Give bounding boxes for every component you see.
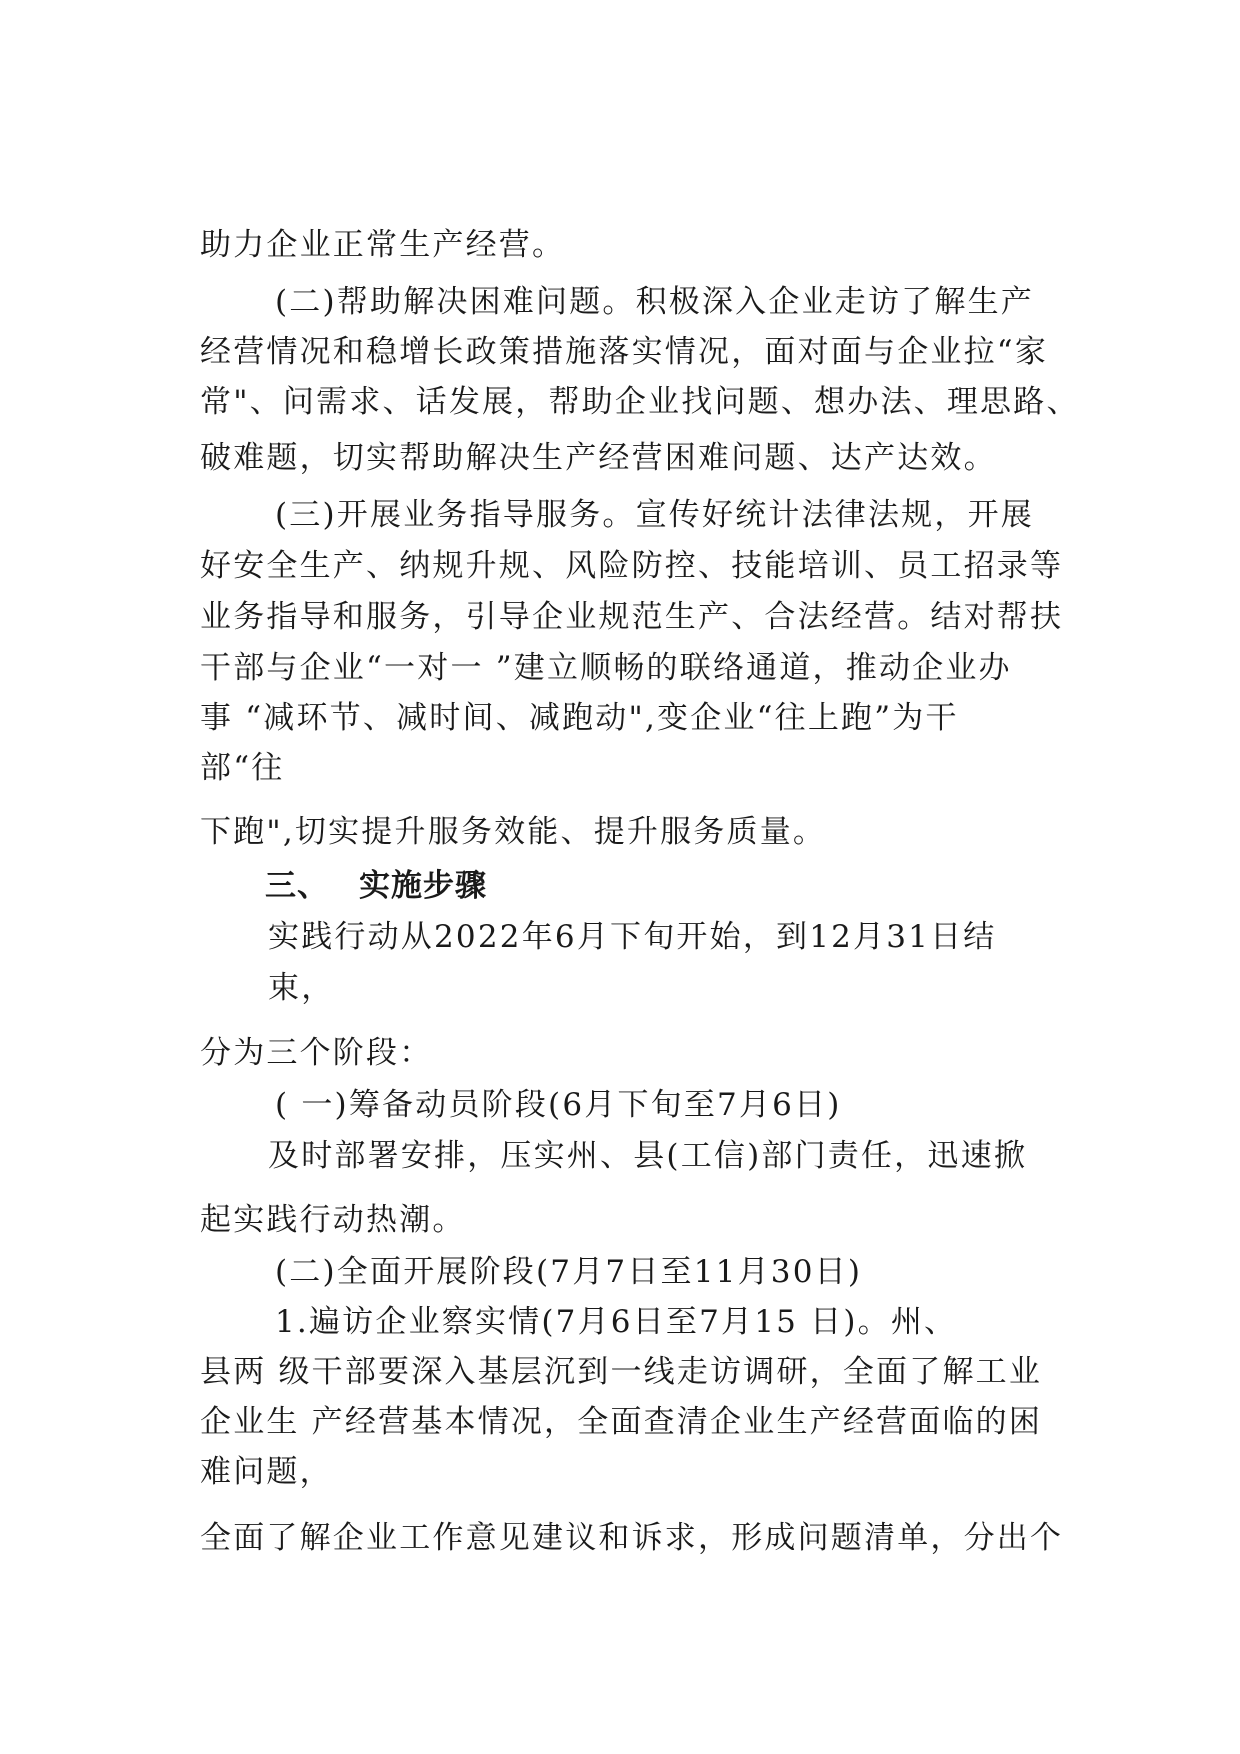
- paragraph-line: 好安全生产、纳规升规、风险防控、技能培训、员工招录等: [200, 548, 1064, 584]
- section-heading-title: 实施步骤: [359, 868, 487, 904]
- paragraph-line: 事 “减环节、减时间、减跑动",变企业“往上跑”为干: [200, 700, 959, 736]
- paragraph-line: (二)帮助解决困难问题。积极深入企业走访了解生产: [275, 284, 1034, 320]
- paragraph-line: 及时部署安排，压实州、县(工信)部门责任，迅速掀: [268, 1138, 1027, 1174]
- subsection-heading: (二)全面开展阶段(7月7日至11月30日): [275, 1254, 863, 1290]
- paragraph-line: 业务指导和服务，引导企业规范生产、合法经营。结对帮扶: [200, 599, 1064, 635]
- paragraph-line: (三)开展业务指导服务。宣传好统计法律法规，开展: [275, 497, 1034, 533]
- paragraph-line: 企业生 产经营基本情况，全面查清企业生产经营面临的困: [200, 1404, 1043, 1440]
- paragraph-line: 部“往: [200, 750, 285, 786]
- paragraph-line: 常"、问需求、话发展，帮助企业找问题、想办法、理思路、: [200, 384, 1080, 420]
- paragraph-line: 束，: [268, 970, 335, 1006]
- paragraph-line: 县两 级干部要深入基层沉到一线走访调研，全面了解工业: [200, 1354, 1043, 1390]
- paragraph-line: 实践行动从2022年6月下旬开始，到12月31日结: [268, 919, 997, 955]
- paragraph-line: 分为三个阶段：: [200, 1035, 433, 1071]
- paragraph-line: 破难题，切实帮助解决生产经营困难问题、达产达效。: [200, 440, 997, 476]
- paragraph-line: 1.遍访企业察实情(7月6日至7月15 日)。州、: [275, 1304, 958, 1340]
- section-heading: [265, 866, 487, 906]
- paragraph-line: 干部与企业“一对一 ”建立顺畅的联络通道，推动企业办: [200, 650, 1012, 686]
- section-heading-number: 三、: [265, 868, 329, 904]
- subsection-heading: ( 一)筹备动员阶段(6月下旬至7月6日): [275, 1087, 842, 1123]
- paragraph-line: 经营情况和稳增长政策措施落实情况，面对面与企业拉“家: [200, 334, 1049, 370]
- paragraph-line: 助力企业正常生产经营。: [200, 227, 566, 263]
- paragraph-line: 难问题，: [200, 1454, 333, 1490]
- paragraph-line: 全面了解企业工作意见建议和诉求，形成问题清单，分出个: [200, 1520, 1064, 1556]
- paragraph-line: 下跑",切实提升服务效能、提升服务质量。: [200, 814, 827, 850]
- paragraph-line: 起实践行动热潮。: [200, 1202, 466, 1238]
